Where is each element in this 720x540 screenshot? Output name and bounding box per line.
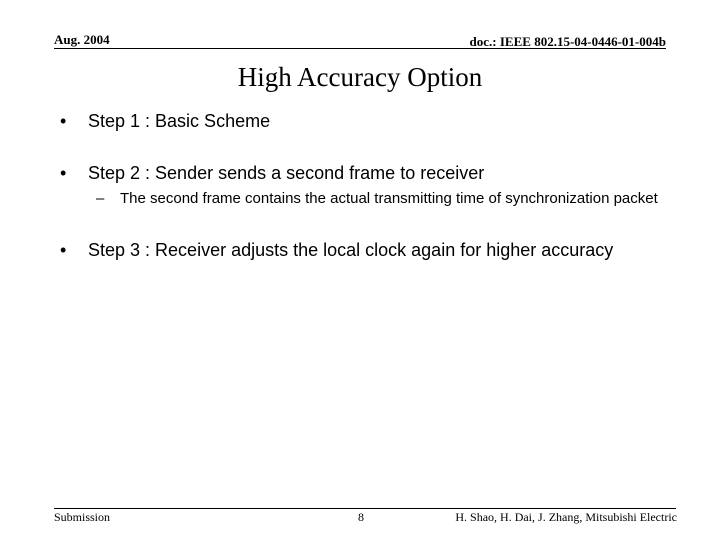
sub-bullet-text: The second frame contains the actual transmitting time of synchronization packet xyxy=(120,190,658,207)
bullet-text: Step 3 : Receiver adjusts the local clock again for higher accuracy xyxy=(88,240,614,260)
bullet-text: Step 1 : Basic Scheme xyxy=(88,111,271,131)
bullet-item xyxy=(60,110,660,132)
bullet-item xyxy=(60,162,660,184)
header-date: Aug. 2004 xyxy=(54,32,110,47)
footer-page-number: 8 xyxy=(358,510,364,524)
bullet-marker: • xyxy=(60,163,67,183)
header-rule xyxy=(54,48,666,49)
bullet-item xyxy=(60,239,660,261)
header-doc-id: doc.: IEEE 802.15-04-0446-01-004b xyxy=(469,34,666,49)
sub-bullet-marker: – xyxy=(96,190,105,207)
footer-authors: H. Shao, H. Dai, J. Zhang, Mitsubishi Electric xyxy=(455,510,677,524)
bullet-text: Step 2 : Sender sends a second frame to receiver xyxy=(88,163,485,183)
sub-bullet-item xyxy=(60,189,660,209)
slide-title: High Accuracy Option xyxy=(237,62,483,92)
footer-rule xyxy=(54,508,676,509)
bullet-marker: • xyxy=(60,111,67,131)
bullet-list xyxy=(60,110,660,261)
footer-submission: Submission xyxy=(54,510,111,524)
bullet-marker: • xyxy=(60,240,67,260)
